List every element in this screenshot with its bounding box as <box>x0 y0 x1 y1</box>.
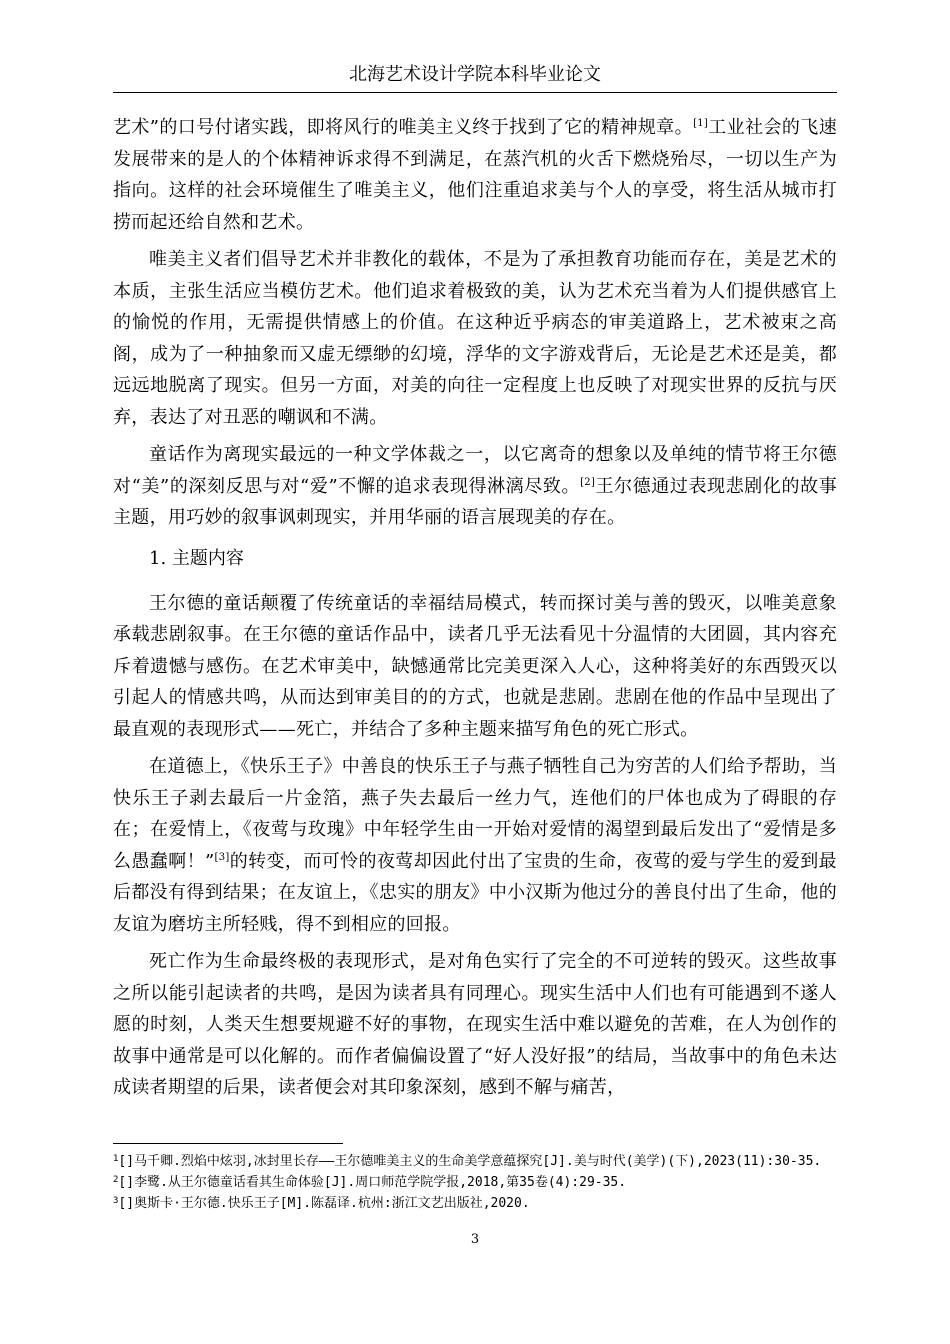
footnote-3-text: []奥斯卡·王尔德.快乐王子[M].陈磊译.杭州:浙江文艺出版社,2020. <box>118 1196 530 1211</box>
paragraph-5 <box>113 751 837 940</box>
paragraph-6: 死亡作为生命最终极的表现形式，是对角色实行了完全的不可逆转的毁灭。这些故事之所以能引起读者的共鸣，是因为读者具有同理心。现实生活中人们也有可能遇到不遂人愿的时刻，人类天生想要规避不好的事物，在现实生活中难以避免的苦难，在人为创作的故事中通常是可以化解的。而作者偏偏设置了“好人没好报”的结局，当故事中的角色未达成读者期望的后果，读者便会对其印象深刻，感到不解与痛苦， <box>113 951 837 1098</box>
citation-ref-2: [2] <box>580 476 596 488</box>
paragraph-5-text-b: 的转变，而可怜的夜莺却因此付出了宝贵的生命，夜莺的爱与学生的爱到最后都没有得到结果；在友谊上，《忠实的朋友》中小汉斯为他过分的善良付出了生命，他的友谊为磨坊主所轻贱，得不到相应的回报。 <box>113 850 837 935</box>
footnote-rule <box>113 1143 343 1144</box>
footnote-2-text: []李鹭.从王尔德童话看其生命体验[J].周口师范学院学报,2018,第35卷(4):29-35. <box>118 1175 627 1190</box>
footnote-3-mark: 3 <box>113 1196 119 1206</box>
footnote-1-mark: 1 <box>113 1154 119 1164</box>
footnotes <box>113 1150 841 1213</box>
footnote-2 <box>113 1171 841 1192</box>
running-header: 北海艺术设计学院本科毕业论文 <box>349 64 601 85</box>
header-rule <box>113 92 837 93</box>
paragraph-4: 王尔德的童话颠覆了传统童话的幸福结局模式，转而探讨美与善的毁灭，以唯美意象承载悲剧叙事。在王尔德的童话作品中，读者几乎无法看见十分温情的大团圆，其内容充斥着遗憾与感伤。在艺术审美中，缺憾通常比完美更深入人心，这种将美好的东西毁灭以引起人的情感共鸣，从而达到审美目的的方式，也就是悲剧。悲剧在他的作品中呈现出了最直观的表现形式——死亡，并结合了多种主题来描写角色的死亡形式。 <box>113 592 837 740</box>
footnote-1 <box>113 1150 841 1171</box>
citation-ref-1: [1] <box>693 118 709 129</box>
paragraph-5-text-a: 在道德上，《快乐王子》中善良的快乐王子与燕子牺牲自己为穷苦的人们给予帮助，当快乐王子剥去最后一片金箔，燕子失去最后一丝力气，连他们的尸体也成为了碍眼的存在；在爱情上，《夜莺与玫瑰》中年轻学生由一开始对爱情的渴望到最后发出了“爱情是多么愚蠢啊！” <box>113 756 837 872</box>
footnote-1-text: []马千卿.烈焰中炫羽,冰封里长存——王尔德唯美主义的生命美学意蕴探究[J].美与时代(美学)(下),2023(11):30-35. <box>118 1154 822 1169</box>
paragraph-3-text-b: 王尔德通过表现悲剧化的故事主题，用巧妙的叙事讽刺现实，并用华丽的语言展现美的存在。 <box>113 475 838 528</box>
citation-ref-3: [3] <box>214 851 230 863</box>
paragraph-1-text-b: 工业社会的飞速发展带来的是人的个体精神诉求得不到满足，在蒸汽机的火舌下燃烧殆尽，一切以生产为指向。这样的社会环境催生了唯美主义，他们注重追求美与个人的享受，将生活从城市打捞而起还给自然和艺术。 <box>113 117 837 233</box>
body-text <box>113 112 837 1110</box>
paragraph-3-text-a: 童话作为离现实最远的一种文学体裁之一，以它离奇的想象以及单纯的情节将王尔德对“美”的深刻反思与对“爱”不懈的追求表现得淋漓尽致。 <box>113 444 837 497</box>
paragraph-1 <box>113 112 837 238</box>
paragraph-1-text-a: 艺术”的口号付诸实践，即将风行的唯美主义终于找到了它的精神规章。 <box>113 117 694 138</box>
footnote-3 <box>113 1192 841 1213</box>
page-number: 3 <box>470 1232 480 1247</box>
section-heading: 1. 主题内容 <box>149 547 244 569</box>
paragraph-2: 唯美主义者们倡导艺术并非教化的载体，不是为了承担教育功能而存在，美是艺术的本质，主张生活应当模仿艺术。他们追求着极致的美，认为艺术充当着为人们提供感官上的愉悦的作用，无需提供情感上的价值。在这种近乎病态的审美道路上，艺术被束之高阁，成为了一种抽象而又虚无缥缈的幻境，浮华的文字游戏背后，无论是艺术还是美，都远远地脱离了现实。但另一方面，对美的向往一定程度上也反映了对现实世界的反抗与厌弃，表达了对丑恶的嘲讽和不满。 <box>113 249 837 428</box>
paragraph-3 <box>113 439 837 534</box>
footnote-2-mark: 2 <box>113 1175 119 1185</box>
